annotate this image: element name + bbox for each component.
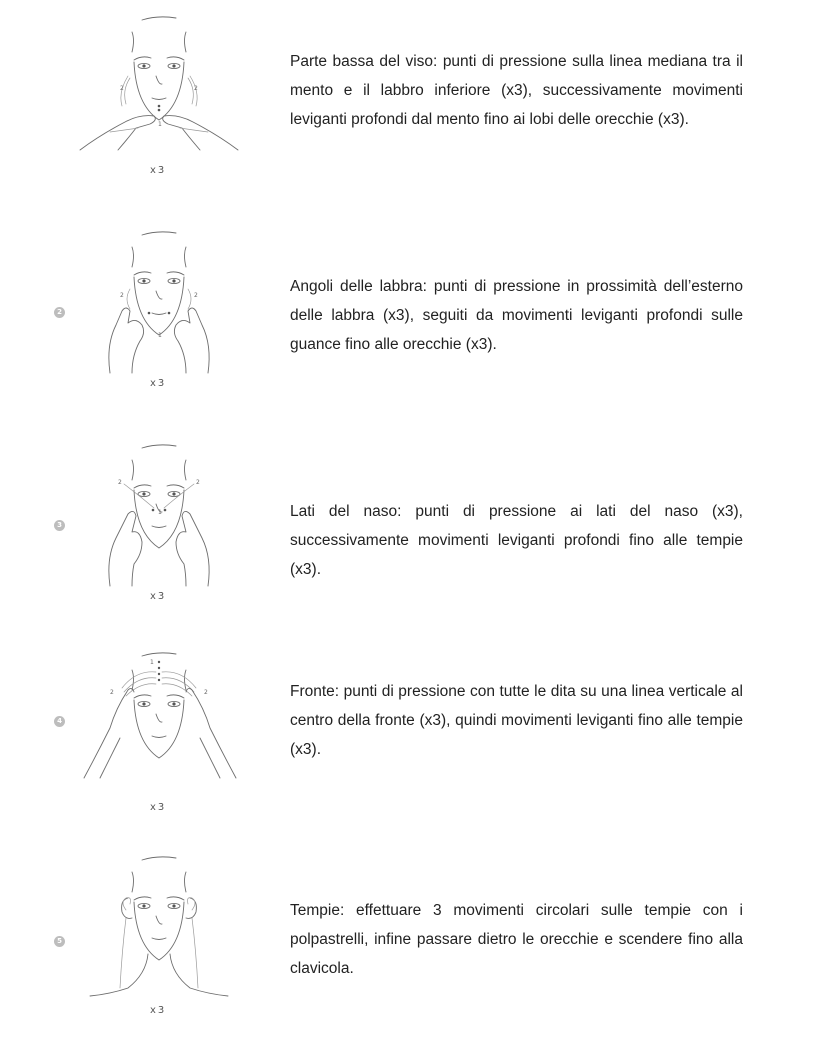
direction-label: 1	[158, 332, 162, 339]
direction-label: 2	[120, 292, 124, 299]
repetition-count: x3	[150, 591, 167, 602]
face-temples-massage-illustration	[70, 850, 250, 1000]
direction-label: 2	[194, 85, 198, 92]
face-nose-sides-massage-illustration	[70, 438, 250, 588]
step-number-badge: 4	[54, 716, 65, 727]
direction-label: 1	[158, 509, 162, 516]
direction-label: 2	[196, 479, 200, 486]
step-2-description: Angoli delle labbra: punti di pressione in prossimità dell’esterno delle labbra (x3), seguiti da movimenti leviganti profondi sulle guance fino alle orecchie (x3).	[290, 278, 743, 353]
step-1-description: Parte bassa del viso: punti di pressione sulla linea mediana tra il mento e il labbro inferiore (x3), successivamente movimenti leviganti profondi dal mento fino ai lobi delle orecchie (x3).	[290, 53, 743, 128]
step-5-description: Tempie: effettuare 3 movimenti circolari sulle tempie con i polpastrelli, infine passare dietro le orecchie e scendere fino alla clavicola.	[290, 902, 743, 977]
step-number-badge: 2	[54, 307, 65, 318]
step-3-description: Lati del naso: punti di pressione ai lati del naso (x3), successivamente movimenti leviganti profondi fino alle tempie (x3).	[290, 503, 743, 578]
repetition-count: x3	[150, 802, 167, 813]
direction-label: 2	[110, 689, 114, 696]
direction-label: 2	[204, 689, 208, 696]
direction-label: 2	[118, 479, 122, 486]
step-4-description: Fronte: punti di pressione con tutte le dita su una linea verticale al centro della fronte (x3), quindi movimenti leviganti fino alle tempie (x3).	[290, 683, 743, 758]
direction-label: 2	[120, 85, 124, 92]
repetition-count: x3	[150, 378, 167, 389]
direction-label: 2	[194, 292, 198, 299]
step-number-badge: 3	[54, 520, 65, 531]
face-chin-massage-illustration	[70, 10, 250, 160]
step-number-badge: 5	[54, 936, 65, 947]
face-forehead-massage-illustration	[70, 648, 250, 798]
repetition-count: x3	[150, 165, 167, 176]
direction-label: 1	[150, 659, 154, 666]
face-lip-corners-massage-illustration	[70, 225, 250, 375]
repetition-count: x3	[150, 1005, 167, 1016]
direction-label: 1	[158, 121, 162, 128]
